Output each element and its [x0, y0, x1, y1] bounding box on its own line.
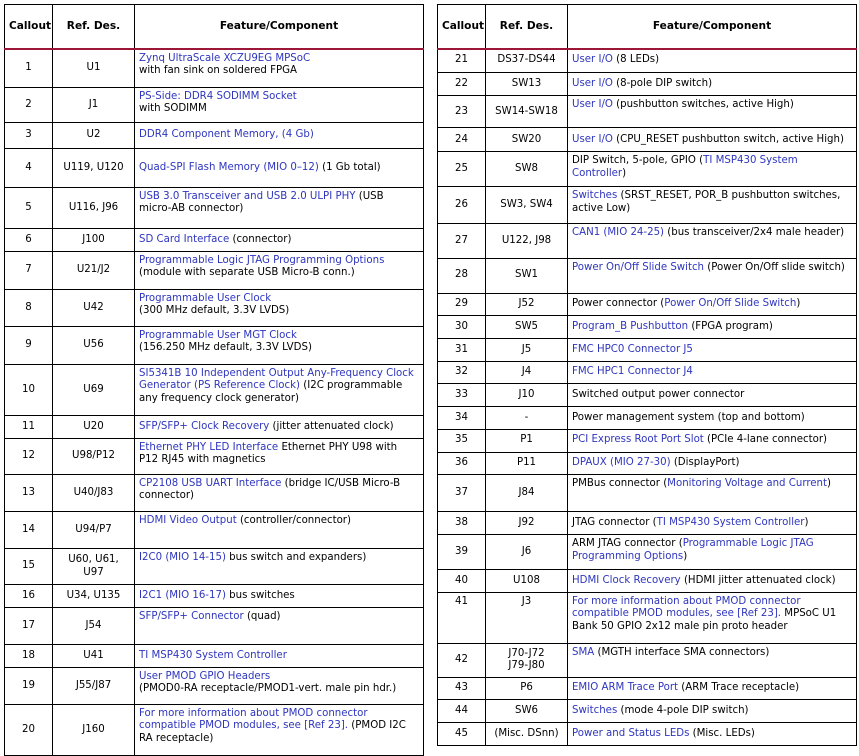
cell-ref-des: J3 — [486, 592, 568, 643]
cell-feature — [568, 128, 857, 152]
cell-callout: 4 — [5, 149, 53, 188]
cell-ref-des: U34, U135 — [53, 585, 135, 608]
feature-plain-text: (CPU_RESET pushbutton switch, active High) — [612, 133, 844, 145]
cell-feature — [135, 365, 424, 416]
feature-link-text[interactable]: User I/O — [572, 99, 613, 111]
feature-plain-text: (DisplayPort) — [670, 457, 740, 469]
cell-callout: 25 — [438, 152, 486, 187]
feature-link-text[interactable]: CAN1 (MIO 24-25) — [572, 227, 665, 239]
cell-callout: 45 — [438, 722, 486, 745]
header-feature: Feature/Component — [568, 5, 857, 49]
cell-feature — [568, 592, 857, 643]
cell-ref-des: J5 — [486, 339, 568, 362]
cell-feature — [135, 49, 424, 88]
cell-ref-des: U122, J98 — [486, 224, 568, 258]
table-row — [5, 290, 424, 327]
feature-plain-text: (8 LEDs) — [612, 54, 660, 66]
table-row — [438, 128, 857, 152]
feature-plain-text: (Misc. LEDs) — [689, 727, 755, 739]
table-row — [438, 643, 857, 677]
feature-plain-text: (ARM Trace receptacle) — [678, 682, 800, 694]
feature-link-text[interactable]: Power On/Off Slide Switch — [664, 298, 797, 310]
cell-feature — [568, 187, 857, 224]
feature-plain-text: ) — [622, 167, 627, 179]
table-row — [438, 258, 857, 293]
feature-link-text[interactable]: Zynq UltraScale XCZU9EG MPSoC — [139, 52, 311, 64]
feature-link-text[interactable]: SFP/SFP+ Connector — [139, 611, 244, 622]
cell-feature — [135, 585, 424, 608]
table-row — [5, 668, 424, 705]
cell-callout: 7 — [5, 252, 53, 290]
feature-plain-text: (PMOD0-RA receptacle/PMOD1-vert. male pin hdr.) — [139, 683, 397, 695]
feature-link-text[interactable]: HDMI Video Output — [139, 515, 237, 526]
feature-plain-text: (module with separate USB Micro-B conn.) — [139, 267, 355, 279]
table-header-left — [5, 5, 424, 49]
cell-ref-des: SW8 — [486, 152, 568, 187]
cell-callout: 26 — [438, 187, 486, 224]
cell-feature — [135, 549, 424, 585]
cell-feature — [135, 416, 424, 439]
header-row — [5, 5, 424, 49]
cell-callout: 24 — [438, 128, 486, 152]
cell-callout: 27 — [438, 224, 486, 258]
feature-plain-text: (Power On/Off slide switch) — [704, 261, 845, 273]
feature-link-text[interactable]: Programmable User MGT Clock — [139, 330, 297, 341]
feature-link-text[interactable]: FMC HPC1 Connector J4 — [572, 366, 693, 378]
table-row — [438, 293, 857, 316]
cell-ref-des: SW5 — [486, 316, 568, 339]
feature-plain-text: (PCIe 4-lane connector) — [703, 434, 827, 446]
feature-plain-text: (jitter attenuated clock) — [269, 420, 394, 432]
cell-callout: 35 — [438, 429, 486, 452]
table-row — [438, 475, 857, 512]
callout-table-left — [4, 4, 424, 756]
feature-link-text[interactable]: DDR4 Component Memory, (4 Gb) — [139, 129, 314, 141]
table-row — [5, 365, 424, 416]
cell-feature — [568, 224, 857, 258]
cell-ref-des: (Misc. DSnn) — [486, 722, 568, 745]
callout-table-right — [437, 4, 857, 746]
cell-callout: 38 — [438, 512, 486, 535]
feature-link-text[interactable]: Programmable User Clock — [139, 293, 272, 304]
cell-callout: 33 — [438, 384, 486, 407]
feature-link-text[interactable]: PS-Side: DDR4 SODIMM Socket — [139, 91, 297, 102]
feature-link-text[interactable]: SI5341B 10 Independent Output Any-Frequency Clock Generator (PS Reference Clock) — [139, 368, 414, 392]
table-body-right — [438, 49, 857, 746]
cell-feature — [568, 535, 857, 570]
cell-callout: 2 — [5, 88, 53, 123]
cell-callout: 10 — [5, 365, 53, 416]
cell-ref-des: U119, U120 — [53, 149, 135, 188]
cell-feature — [568, 384, 857, 407]
cell-callout: 31 — [438, 339, 486, 362]
feature-link-text[interactable]: USB 3.0 Transceiver and USB 2.0 ULPI PHY — [139, 191, 356, 202]
cell-feature — [568, 361, 857, 384]
table-row — [438, 72, 857, 96]
feature-plain-text: (156.250 MHz default, 3.3V LVDS) — [139, 342, 312, 354]
cell-ref-des: SW13 — [486, 72, 568, 96]
feature-plain-text: MPSoC U1 Bank 50 GPIO 2x12 male pin proto header — [572, 608, 837, 632]
feature-plain-text: ) — [804, 517, 809, 529]
cell-feature — [135, 123, 424, 149]
cell-callout: 17 — [5, 608, 53, 645]
table-row — [5, 585, 424, 608]
table-row — [5, 188, 424, 229]
cell-callout: 32 — [438, 361, 486, 384]
cell-callout: 12 — [5, 439, 53, 475]
table-row — [5, 645, 424, 668]
feature-plain-text: (quad) — [243, 611, 281, 622]
feature-plain-text: (SRST_RESET, POR_B pushbutton switches, active Low) — [572, 190, 841, 214]
cell-ref-des: U108 — [486, 570, 568, 593]
feature-plain-text: (1 Gb total) — [318, 161, 381, 173]
cell-feature — [135, 645, 424, 668]
table-row — [5, 229, 424, 252]
feature-plain-text: (I2C programmable any frequency clock generator) — [139, 380, 403, 404]
feature-link-text[interactable]: Programmable Logic JTAG Programming Options — [139, 255, 385, 266]
cell-callout: 29 — [438, 293, 486, 316]
table-row — [438, 700, 857, 723]
feature-plain-text: with fan sink on soldered FPGA — [139, 64, 297, 76]
table-row — [5, 608, 424, 645]
table-row — [5, 475, 424, 512]
feature-plain-text: (pushbutton switches, active High) — [612, 99, 794, 111]
feature-plain-text: ) — [827, 478, 831, 490]
cell-callout: 15 — [5, 549, 53, 585]
cell-ref-des: P6 — [486, 677, 568, 700]
cell-ref-des: SW6 — [486, 700, 568, 723]
cell-feature — [135, 252, 424, 290]
table-row — [438, 49, 857, 73]
feature-link-text[interactable]: Program_B Pushbutton — [572, 320, 689, 332]
feature-link-text[interactable]: For more information about PMOD connector compatible PMOD modules, see [Ref 23]. — [572, 595, 801, 620]
feature-plain-text: (PMOD I2C RA receptacle) — [139, 720, 406, 744]
cell-callout: 44 — [438, 700, 486, 723]
table-row — [438, 429, 857, 452]
cell-feature — [135, 512, 424, 549]
feature-link-text[interactable]: User I/O — [572, 77, 613, 89]
cell-ref-des: U1 — [53, 49, 135, 88]
cell-callout: 42 — [438, 643, 486, 677]
cell-feature — [135, 290, 424, 327]
cell-ref-des: J4 — [486, 361, 568, 384]
table-row — [438, 452, 857, 475]
cell-ref-des: J84 — [486, 475, 568, 512]
feature-link-text[interactable]: SD Card Interface — [139, 233, 230, 245]
feature-plain-text: (HDMI jitter attenuated clock) — [680, 574, 836, 586]
feature-link-text[interactable]: TI MSP430 System Controller — [656, 517, 805, 529]
feature-plain-text: (bus transceiver/2x4 male header) — [664, 227, 845, 239]
feature-plain-text: ARM JTAG connector ( — [572, 538, 683, 550]
cell-ref-des: U116, J96 — [53, 188, 135, 229]
cell-feature — [135, 668, 424, 705]
cell-ref-des: U56 — [53, 327, 135, 365]
feature-plain-text: ) — [796, 298, 801, 310]
feature-link-text[interactable]: SFP/SFP+ Clock Recovery — [139, 420, 270, 432]
feature-plain-text: (300 MHz default, 3.3V LVDS) — [139, 305, 290, 317]
feature-plain-text: Power connector ( — [572, 298, 665, 310]
table-row — [438, 592, 857, 643]
table-row — [438, 384, 857, 407]
cell-callout: 21 — [438, 49, 486, 73]
cell-callout: 6 — [5, 229, 53, 252]
cell-callout: 36 — [438, 452, 486, 475]
cell-feature — [568, 293, 857, 316]
cell-callout: 8 — [5, 290, 53, 327]
feature-plain-text: bus switches — [225, 589, 295, 601]
cell-ref-des: J10 — [486, 384, 568, 407]
cell-ref-des: J6 — [486, 535, 568, 570]
feature-link-text[interactable]: TI MSP430 System Controller — [139, 649, 287, 661]
cell-ref-des: U2 — [53, 123, 135, 149]
cell-callout: 40 — [438, 570, 486, 593]
feature-link-text[interactable]: User I/O — [572, 133, 613, 145]
cell-feature — [568, 570, 857, 593]
header-row — [438, 5, 857, 49]
cell-callout: 18 — [5, 645, 53, 668]
cell-ref-des: U40/J83 — [53, 475, 135, 512]
cell-callout: 11 — [5, 416, 53, 439]
cell-ref-des: J54 — [53, 608, 135, 645]
cell-callout: 23 — [438, 96, 486, 128]
cell-feature — [568, 96, 857, 128]
cell-ref-des: J70-J72 J79-J80 — [486, 643, 568, 677]
cell-feature — [135, 88, 424, 123]
table-row — [438, 187, 857, 224]
cell-callout: 41 — [438, 592, 486, 643]
cell-ref-des: J92 — [486, 512, 568, 535]
feature-link-text[interactable]: Programmable Logic JTAG Programming Options — [572, 538, 814, 562]
table-row — [5, 49, 424, 88]
header-feature: Feature/Component — [135, 5, 424, 49]
feature-plain-text: Switched output power connector — [572, 389, 745, 401]
cell-callout: 3 — [5, 123, 53, 149]
feature-plain-text: (connector) — [229, 233, 292, 245]
cell-feature — [568, 722, 857, 745]
feature-plain-text: (FPGA program) — [688, 320, 773, 332]
feature-link-text[interactable]: Ethernet PHY LED Interface — [139, 442, 279, 453]
feature-plain-text: (MGTH interface SMA connectors) — [594, 646, 770, 658]
feature-link-text[interactable]: User PMOD GPIO Headers — [139, 671, 271, 682]
cell-callout: 20 — [5, 705, 53, 756]
cell-feature — [135, 188, 424, 229]
feature-link-text[interactable]: Power On/Off Slide Switch — [572, 261, 705, 273]
table-row — [438, 407, 857, 430]
feature-link-text[interactable]: Power and Status LEDs — [572, 727, 690, 739]
feature-link-text[interactable]: EMIO ARM Trace Port — [572, 682, 679, 694]
cell-feature — [568, 677, 857, 700]
feature-link-text[interactable]: CP2108 USB UART Interface — [139, 478, 282, 489]
table-row — [5, 705, 424, 756]
cell-ref-des: J52 — [486, 293, 568, 316]
cell-callout: 34 — [438, 407, 486, 430]
cell-ref-des: U98/P12 — [53, 439, 135, 475]
table-row — [5, 416, 424, 439]
feature-link-text[interactable]: DPAUX (MIO 27-30) — [572, 457, 671, 469]
cell-feature — [135, 705, 424, 756]
feature-plain-text: (bridge IC/USB Micro-B connector) — [139, 478, 401, 502]
feature-plain-text: Ethernet PHY U98 with P12 RJ45 with magnetics — [139, 442, 398, 466]
feature-plain-text: (mode 4-pole DIP switch) — [617, 704, 749, 716]
feature-plain-text: DIP Switch, 5-pole, GPIO ( — [572, 155, 704, 167]
cell-ref-des: SW20 — [486, 128, 568, 152]
feature-plain-text: PMBus connector ( — [572, 478, 668, 490]
cell-feature — [568, 475, 857, 512]
table-row — [5, 88, 424, 123]
table-row — [438, 512, 857, 535]
cell-feature — [568, 407, 857, 430]
cell-callout: 37 — [438, 475, 486, 512]
table-row — [438, 361, 857, 384]
cell-feature — [568, 512, 857, 535]
cell-callout: 16 — [5, 585, 53, 608]
table-row — [438, 224, 857, 258]
header-ref-des: Ref. Des. — [53, 5, 135, 49]
cell-callout: 13 — [5, 475, 53, 512]
cell-feature — [135, 229, 424, 252]
cell-ref-des: U41 — [53, 645, 135, 668]
cell-callout: 30 — [438, 316, 486, 339]
cell-ref-des: SW14-SW18 — [486, 96, 568, 128]
cell-callout: 19 — [5, 668, 53, 705]
table-row — [5, 512, 424, 549]
table-row — [438, 677, 857, 700]
feature-plain-text: Power management system (top and bottom) — [572, 411, 805, 423]
cell-callout: 5 — [5, 188, 53, 229]
cell-callout: 43 — [438, 677, 486, 700]
header-callout: Callout — [438, 5, 486, 49]
cell-ref-des: SW3, SW4 — [486, 187, 568, 224]
cell-feature — [568, 643, 857, 677]
table-header-right — [438, 5, 857, 49]
cell-feature — [568, 72, 857, 96]
table-row — [438, 96, 857, 128]
feature-link-text[interactable]: SMA — [572, 646, 595, 658]
cell-ref-des: U21/J2 — [53, 252, 135, 290]
cell-callout: 39 — [438, 535, 486, 570]
cell-feature — [568, 152, 857, 187]
cell-ref-des: J55/J87 — [53, 668, 135, 705]
cell-ref-des: J1 — [53, 88, 135, 123]
cell-ref-des: SW1 — [486, 258, 568, 293]
cell-callout: 1 — [5, 49, 53, 88]
cell-ref-des: J160 — [53, 705, 135, 756]
table-row — [438, 152, 857, 187]
feature-link-text[interactable]: For more information about PMOD connector compatible PMOD modules, see [Ref 23]. — [139, 708, 368, 732]
feature-link-text[interactable]: User I/O — [572, 54, 613, 66]
feature-plain-text: ) — [683, 550, 688, 562]
feature-link-text[interactable]: TI MSP430 System Controller — [572, 155, 798, 179]
cell-ref-des: U20 — [53, 416, 135, 439]
feature-plain-text: with SODIMM — [139, 103, 207, 115]
cell-feature — [135, 439, 424, 475]
header-ref-des: Ref. Des. — [486, 5, 568, 49]
table-row — [5, 149, 424, 188]
cell-callout: 22 — [438, 72, 486, 96]
table-row — [438, 570, 857, 593]
cell-callout: 9 — [5, 327, 53, 365]
table-row — [438, 316, 857, 339]
feature-link-text[interactable]: I2C1 (MIO 16-17) — [139, 589, 226, 601]
feature-link-text[interactable]: Monitoring Voltage and Current — [667, 478, 828, 490]
feature-link-text[interactable]: Switches — [572, 704, 618, 716]
cell-ref-des: U94/P7 — [53, 512, 135, 549]
cell-callout: 14 — [5, 512, 53, 549]
feature-link-text[interactable]: HDMI Clock Recovery — [572, 574, 681, 586]
cell-feature — [135, 149, 424, 188]
feature-plain-text: (8-pole DIP switch) — [612, 77, 713, 89]
table-row — [438, 535, 857, 570]
cell-feature — [568, 700, 857, 723]
feature-link-text[interactable]: Quad-SPI Flash Memory (MIO 0–12) — [139, 161, 319, 173]
cell-feature — [568, 339, 857, 362]
table-row — [5, 549, 424, 585]
table-row — [5, 252, 424, 290]
cell-feature — [135, 475, 424, 512]
table-row — [438, 339, 857, 362]
cell-ref-des: U42 — [53, 290, 135, 327]
feature-plain-text: bus switch and expanders) — [225, 552, 367, 563]
cell-feature — [568, 49, 857, 73]
header-callout: Callout — [5, 5, 53, 49]
table-row — [438, 722, 857, 745]
cell-feature — [568, 258, 857, 293]
cell-callout: 28 — [438, 258, 486, 293]
table-body-left — [5, 49, 424, 756]
cell-ref-des: J100 — [53, 229, 135, 252]
feature-link-text[interactable]: FMC HPC0 Connector J5 — [572, 343, 693, 355]
table-row — [5, 439, 424, 475]
cell-ref-des: DS37-DS44 — [486, 49, 568, 73]
feature-link-text[interactable]: Switches — [572, 190, 618, 202]
cell-ref-des: U60, U61, U97 — [53, 549, 135, 585]
feature-plain-text: JTAG connector ( — [572, 517, 657, 529]
feature-plain-text: (controller/connector) — [236, 515, 351, 526]
cell-feature — [568, 452, 857, 475]
cell-feature — [135, 327, 424, 365]
cell-feature — [135, 608, 424, 645]
feature-plain-text: (USB micro-AB connector) — [139, 191, 384, 215]
table-row — [5, 327, 424, 365]
table-row — [5, 123, 424, 149]
feature-link-text[interactable]: PCI Express Root Port Slot — [572, 434, 704, 446]
cell-ref-des: P11 — [486, 452, 568, 475]
cell-ref-des: U69 — [53, 365, 135, 416]
feature-link-text[interactable]: I2C0 (MIO 14-15) — [139, 552, 226, 563]
cell-ref-des: - — [486, 407, 568, 430]
cell-ref-des: P1 — [486, 429, 568, 452]
cell-feature — [568, 316, 857, 339]
cell-feature — [568, 429, 857, 452]
